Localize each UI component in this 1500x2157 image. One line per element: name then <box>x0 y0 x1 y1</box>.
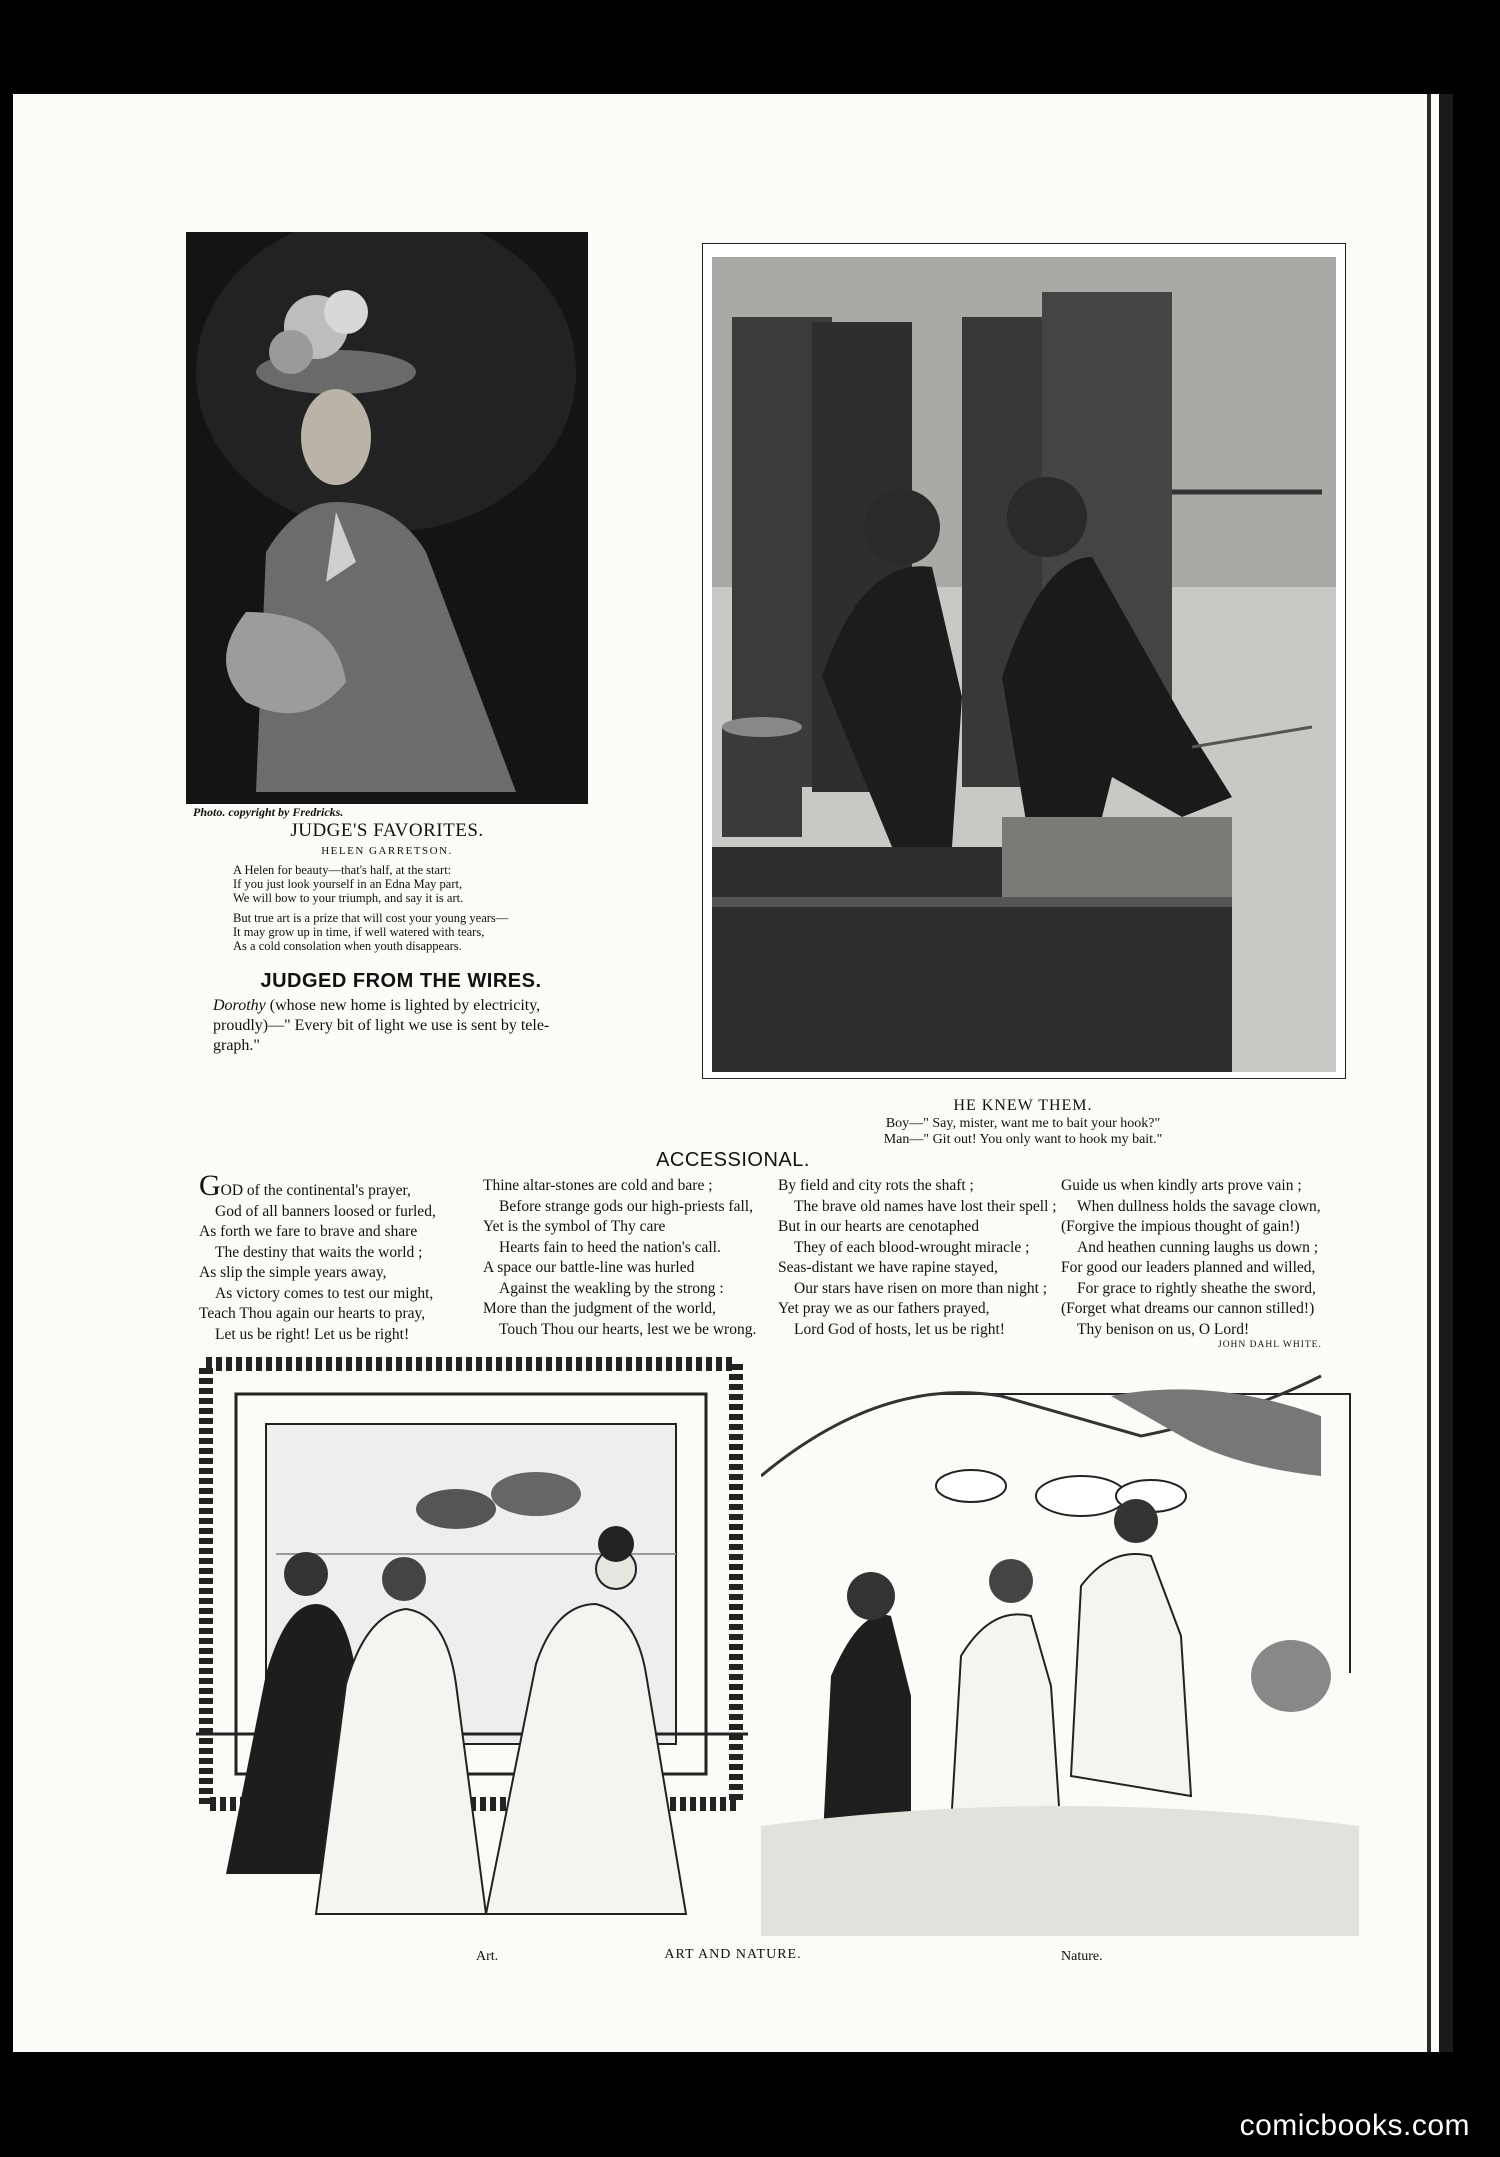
wires-line1-rest: (whose new home is lighted by electricity, <box>265 997 541 1014</box>
poem-line: Our stars have risen on more than night ; <box>794 1279 1048 1297</box>
poem-line: For grace to rightly sheathe the sword, <box>1077 1279 1316 1297</box>
poem-column-3 <box>778 1176 1057 1340</box>
nature-illustration <box>761 1356 1359 1936</box>
poem-line: As slip the simple years away, <box>199 1264 387 1281</box>
knew-body <box>702 1116 1344 1148</box>
wires-title: JUDGED FROM THE WIRES. <box>260 970 542 992</box>
poem-line: A space our battle-line was hurled <box>483 1259 695 1276</box>
verse-line: As a cold consolation when youth disappears. <box>233 939 462 953</box>
poem-line: God of all banners loosed or furled, <box>215 1202 436 1220</box>
page-spine <box>1439 94 1453 2052</box>
poem-line: The destiny that waits the world ; <box>215 1243 423 1261</box>
poem-line: (Forgive the impious thought of gain!) <box>1061 1218 1300 1235</box>
favorites-verse <box>233 863 508 953</box>
photo-credit: Photo. copyright by Fredricks. <box>193 805 344 819</box>
poem-line: Teach Thou again our hearts to pray, <box>199 1305 426 1322</box>
wires-body <box>213 996 633 1056</box>
favorites-title: JUDGE'S FAVORITES. <box>290 820 484 841</box>
portrait-photo <box>186 232 588 804</box>
poem-line: Hearts fain to heed the nation's call. <box>499 1238 721 1256</box>
poem-line: (Forget what dreams our cannon stilled!) <box>1061 1300 1315 1317</box>
poem-line: Guide us when kindly arts prove vain ; <box>1061 1177 1302 1194</box>
poem-line: For good our leaders planned and willed, <box>1061 1259 1316 1276</box>
favorites-subtitle: HELEN GARRETSON. <box>321 845 453 857</box>
poem-line: By field and city rots the shaft ; <box>778 1177 974 1194</box>
magazine-page <box>13 94 1453 2052</box>
watermark: comicbooks.com <box>1239 2109 1470 2142</box>
poem-line: Before strange gods our high-priests fall, <box>499 1197 753 1215</box>
poem-title: ACCESSIONAL. <box>656 1149 810 1171</box>
art-illustration <box>196 1354 748 1936</box>
art-nature-title: ART AND NATURE. <box>664 1947 802 1962</box>
poem-line: Yet pray we as our fathers prayed, <box>778 1300 990 1317</box>
poem-line: Thine altar-stones are cold and bare ; <box>483 1177 713 1194</box>
verse-line: But true art is a prize that will cost your young years— <box>233 911 509 925</box>
poem-line: The brave old names have lost their spell ; <box>794 1197 1057 1215</box>
knew-line: Man—" Git out! You only want to hook my bait." <box>883 1132 1163 1147</box>
wires-line: proudly)—" Every bit of light we use is sent by tele- <box>213 1017 550 1034</box>
poem-line: But in our hearts are cenotaphed <box>778 1218 979 1235</box>
poem-line: Yet is the symbol of Thy care <box>483 1218 666 1235</box>
knew-line: Boy—" Say, mister, want me to bait your hook?" <box>885 1116 1161 1131</box>
wires-line <box>213 996 633 1016</box>
verse-line: If you just look yourself in an Edna May part, <box>233 877 463 891</box>
wires-speaker: Dorothy <box>213 997 266 1014</box>
verse-line: It may grow up in time, if well watered with tears, <box>233 925 485 939</box>
poem-line: And heathen cunning laughs us down ; <box>1077 1238 1319 1256</box>
wires-line: graph." <box>213 1037 260 1054</box>
poem-line: Against the weakling by the strong : <box>499 1279 724 1297</box>
poem-line: Seas-distant we have rapine stayed, <box>778 1259 998 1276</box>
nature-caption: Nature. <box>1061 1949 1103 1964</box>
poem-line: As victory comes to test our might, <box>215 1284 434 1302</box>
verse-line: A Helen for beauty—that's half, at the start: <box>233 863 452 877</box>
poem-line-text: OD of the continental's prayer, <box>220 1182 411 1199</box>
poem-column-1 <box>199 1169 436 1345</box>
poem-author: JOHN DAHL WHITE. <box>1218 1340 1322 1350</box>
poem-line: Touch Thou our hearts, lest we be wrong. <box>499 1320 757 1338</box>
knew-title: HE KNEW THEM. <box>953 1097 1093 1114</box>
poem-column-2 <box>483 1176 756 1340</box>
poem-line: Let us be right! Let us be right! <box>215 1325 410 1343</box>
poem-line: More than the judgment of the world, <box>483 1300 716 1317</box>
poem-line: They of each blood-wrought miracle ; <box>794 1238 1030 1256</box>
poem-line: Lord God of hosts, let us be right! <box>794 1320 1005 1338</box>
poem-column-4 <box>1061 1176 1321 1340</box>
verse-line: We will bow to your triumph, and say it is art. <box>233 891 464 905</box>
poem-line: As forth we fare to brave and share <box>199 1223 418 1240</box>
page-spine-line <box>1427 94 1431 2052</box>
poem-line: Thy benison on us, O Lord! <box>1077 1320 1250 1338</box>
poem-line: When dullness holds the savage clown, <box>1077 1197 1321 1215</box>
fishing-photo <box>712 257 1336 1072</box>
poem-dropcap: G <box>199 1169 221 1202</box>
poem-line <box>199 1169 436 1202</box>
art-caption: Art. <box>476 1949 499 1964</box>
